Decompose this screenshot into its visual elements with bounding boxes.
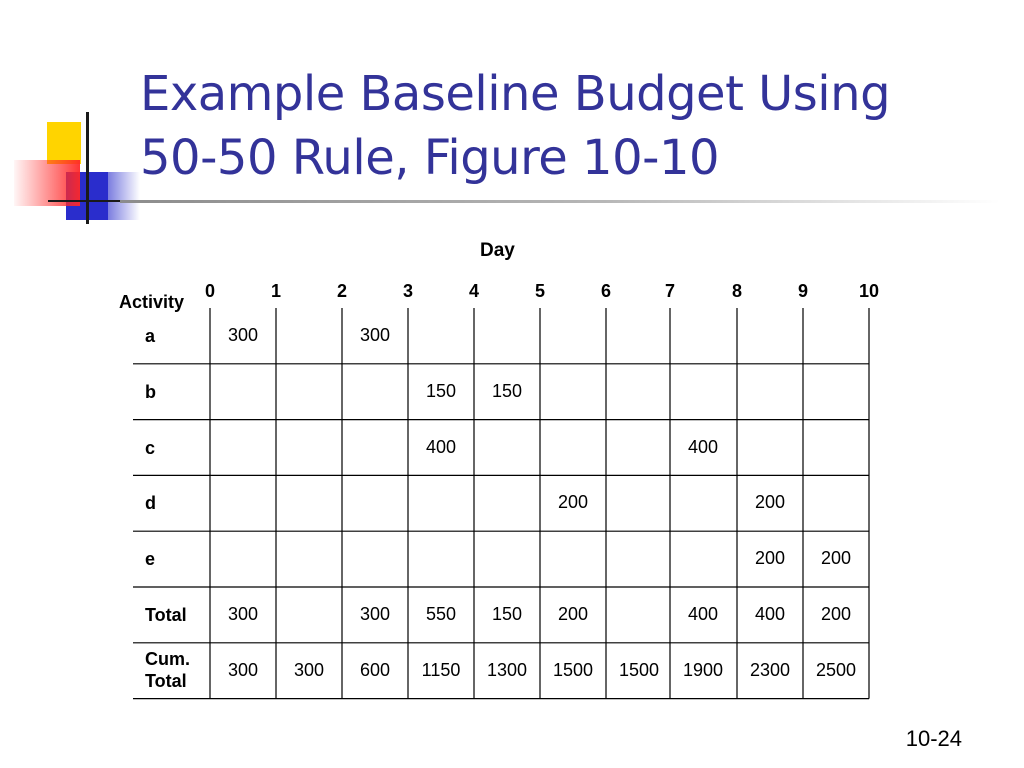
budget-cell-value: 300 — [227, 659, 259, 680]
day-tick-label: 10 — [858, 281, 880, 301]
activity-row-label — [145, 437, 155, 459]
budget-cell-value: 300 — [227, 604, 259, 624]
day-tick-label: 2 — [336, 281, 347, 301]
day-tick-label: 3 — [402, 281, 413, 301]
day-tick-label: 1 — [270, 281, 281, 301]
budget-cell-value: 200 — [557, 604, 589, 624]
yellow-square-decoration — [47, 122, 81, 164]
budget-cell-value: 1150 — [421, 659, 461, 680]
day-tick-label: 4 — [468, 281, 479, 301]
budget-cell-value: 200 — [557, 492, 589, 513]
activity-row-label — [145, 492, 156, 514]
slide-number: 10-24 — [905, 726, 962, 751]
day-axis-label: Day — [480, 240, 515, 261]
budget-cell-value: 300 — [359, 325, 391, 345]
day-tick-label: 6 — [600, 281, 611, 301]
activity-row-label — [145, 548, 155, 570]
blue-fade-decoration — [96, 172, 140, 220]
activity-row-label-line: Cum. — [145, 648, 190, 669]
day-tick-label: 5 — [534, 281, 545, 301]
budget-cell-value: 300 — [359, 604, 391, 624]
budget-cell-value: 1500 — [552, 659, 594, 680]
budget-cell-value: 600 — [359, 659, 391, 680]
budget-cell-value: 300 — [227, 325, 259, 345]
slide-title-line-1: Example Baseline Budget Using — [140, 66, 891, 122]
budget-cell-value: 2300 — [749, 659, 791, 680]
budget-cell-value: 200 — [820, 548, 852, 569]
activity-column-header: Activity — [119, 292, 185, 312]
budget-cell-value: 300 — [293, 659, 325, 680]
budget-cell-value: 2500 — [815, 659, 857, 680]
activity-row-label-line: c — [145, 437, 156, 458]
activity-row-label-line: e — [145, 549, 156, 570]
day-tick-label: 9 — [797, 281, 808, 301]
day-tick-label: 8 — [731, 281, 742, 301]
budget-cell-value: 400 — [687, 604, 719, 624]
budget-cell-value: 1900 — [682, 659, 724, 680]
budget-cell-value: 400 — [687, 436, 719, 457]
activity-row-label — [145, 604, 187, 626]
budget-cell-value: 200 — [754, 548, 786, 569]
slide-logo-decoration — [0, 0, 140, 240]
vertical-line-decoration — [86, 112, 89, 224]
activity-row-label-line: a — [145, 325, 156, 346]
budget-cell-value: 1500 — [618, 659, 660, 680]
budget-cell-value: 200 — [820, 604, 852, 624]
day-tick-label: 0 — [204, 281, 215, 301]
budget-cell-value: 150 — [491, 380, 523, 401]
activity-row-label — [145, 325, 155, 347]
slide-title — [140, 62, 1000, 190]
activity-row-label-line: Total — [145, 670, 187, 691]
budget-cell-value: 150 — [491, 604, 523, 624]
slide-title-line-2: 50-50 Rule, Figure 10-10 — [140, 130, 720, 186]
budget-cell-value: 150 — [425, 380, 457, 401]
budget-cell-value: 200 — [754, 492, 786, 513]
activity-row-label — [145, 648, 190, 692]
budget-cell-value: 400 — [425, 436, 457, 457]
budget-cell-value: 550 — [425, 604, 457, 624]
budget-cell-value: 400 — [754, 604, 786, 624]
title-underline-rule — [120, 200, 1000, 203]
day-tick-label: 7 — [664, 281, 675, 301]
activity-row-label-line: d — [145, 493, 156, 514]
activity-row-label-line: Total — [145, 604, 187, 625]
budget-cell-value: 1300 — [486, 659, 528, 680]
activity-row-label-line: b — [145, 381, 156, 402]
activity-row-label — [145, 381, 156, 403]
